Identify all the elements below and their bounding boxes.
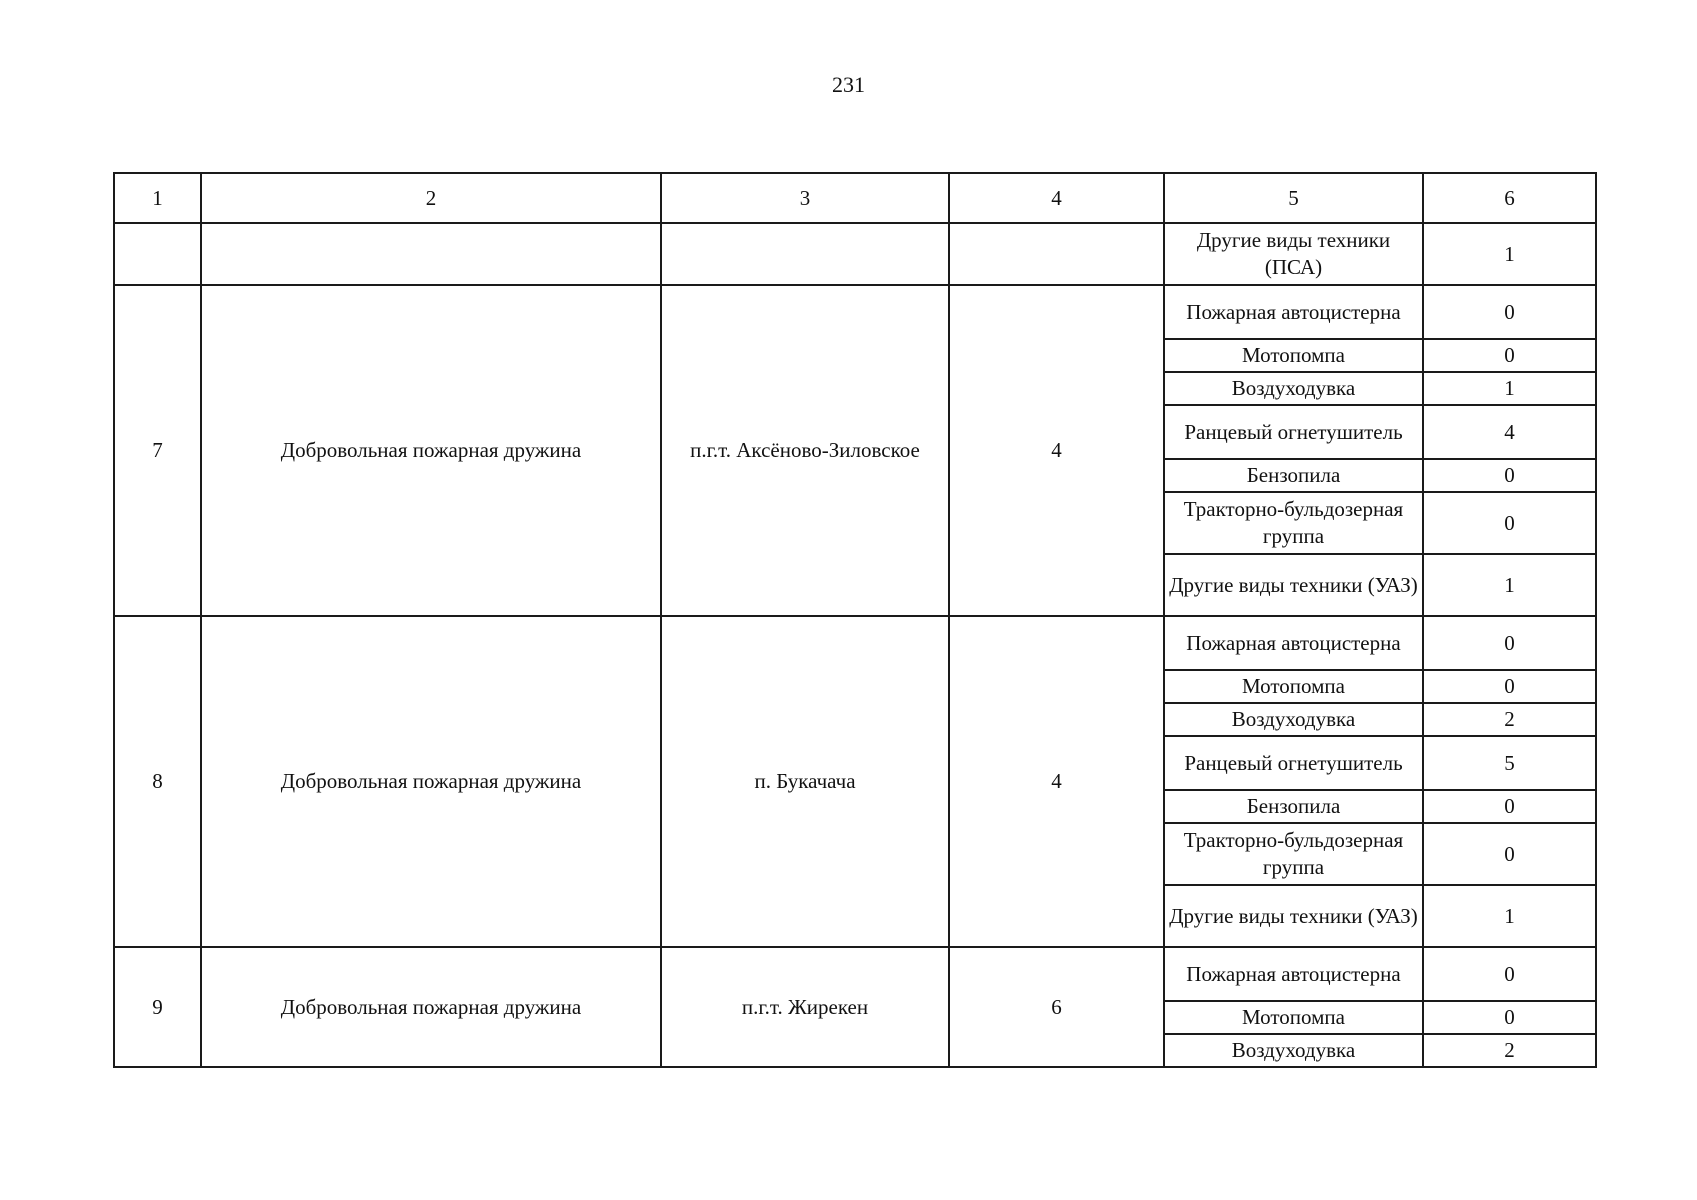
equipment-count: 0	[1423, 339, 1596, 372]
equipment-count: 0	[1423, 823, 1596, 885]
equipment-count: 2	[1423, 703, 1596, 736]
header-cell: 4	[949, 173, 1164, 223]
equipment-count: 0	[1423, 790, 1596, 823]
personnel-count: 4	[949, 285, 1164, 616]
header-cell: 6	[1423, 173, 1596, 223]
unit-location: п.г.т. Жирекен	[661, 947, 949, 1067]
equipment-name: Мотопомпа	[1164, 670, 1423, 703]
equipment-name: Другие виды техники (ПСА)	[1164, 223, 1423, 285]
equipment-name: Мотопомпа	[1164, 339, 1423, 372]
header-cell: 2	[201, 173, 661, 223]
row-number: 7	[114, 285, 201, 616]
unit-name: Добровольная пожарная дружина	[201, 616, 661, 947]
equipment-name: Пожарная автоцистерна	[1164, 947, 1423, 1001]
equipment-name: Бензопила	[1164, 790, 1423, 823]
equipment-count: 2	[1423, 1034, 1596, 1067]
row-number: 8	[114, 616, 201, 947]
equipment-count: 0	[1423, 492, 1596, 554]
header-row	[114, 173, 1596, 223]
unit-location: п.г.т. Аксёново-Зиловское	[661, 285, 949, 616]
unit-location: п. Букачача	[661, 616, 949, 947]
empty-cell	[201, 223, 661, 285]
empty-cell	[661, 223, 949, 285]
unit-name: Добровольная пожарная дружина	[201, 285, 661, 616]
header-cell: 5	[1164, 173, 1423, 223]
table-row	[114, 285, 1596, 339]
equipment-name: Ранцевый огнетушитель	[1164, 736, 1423, 790]
equipment-name: Тракторно-бульдозерная группа	[1164, 492, 1423, 554]
equipment-count: 1	[1423, 223, 1596, 285]
table-row	[114, 947, 1596, 1001]
equipment-name: Бензопила	[1164, 459, 1423, 492]
empty-cell	[949, 223, 1164, 285]
equipment-count: 0	[1423, 1001, 1596, 1034]
equipment-name: Пожарная автоцистерна	[1164, 616, 1423, 670]
equipment-name: Ранцевый огнетушитель	[1164, 405, 1423, 459]
personnel-count: 4	[949, 616, 1164, 947]
unit-name: Добровольная пожарная дружина	[201, 947, 661, 1067]
equipment-name: Другие виды техники (УАЗ)	[1164, 885, 1423, 947]
equipment-name: Пожарная автоцистерна	[1164, 285, 1423, 339]
header-cell: 1	[114, 173, 201, 223]
equipment-name: Тракторно-бульдозерная группа	[1164, 823, 1423, 885]
personnel-count: 6	[949, 947, 1164, 1067]
equipment-count: 4	[1423, 405, 1596, 459]
table-row	[114, 223, 1596, 285]
equipment-table	[113, 172, 1597, 1068]
equipment-count: 5	[1423, 736, 1596, 790]
equipment-count: 1	[1423, 372, 1596, 405]
equipment-count: 0	[1423, 285, 1596, 339]
equipment-count: 0	[1423, 670, 1596, 703]
table-row	[114, 616, 1596, 670]
equipment-count: 1	[1423, 885, 1596, 947]
page-number: 231	[832, 72, 865, 97]
equipment-count: 0	[1423, 947, 1596, 1001]
equipment-name: Воздуходувка	[1164, 703, 1423, 736]
equipment-name: Другие виды техники (УАЗ)	[1164, 554, 1423, 616]
empty-cell	[114, 223, 201, 285]
equipment-name: Мотопомпа	[1164, 1001, 1423, 1034]
equipment-count: 0	[1423, 459, 1596, 492]
row-number: 9	[114, 947, 201, 1067]
equipment-name: Воздуходувка	[1164, 372, 1423, 405]
header-cell: 3	[661, 173, 949, 223]
equipment-count: 1	[1423, 554, 1596, 616]
equipment-count: 0	[1423, 616, 1596, 670]
equipment-name: Воздуходувка	[1164, 1034, 1423, 1067]
